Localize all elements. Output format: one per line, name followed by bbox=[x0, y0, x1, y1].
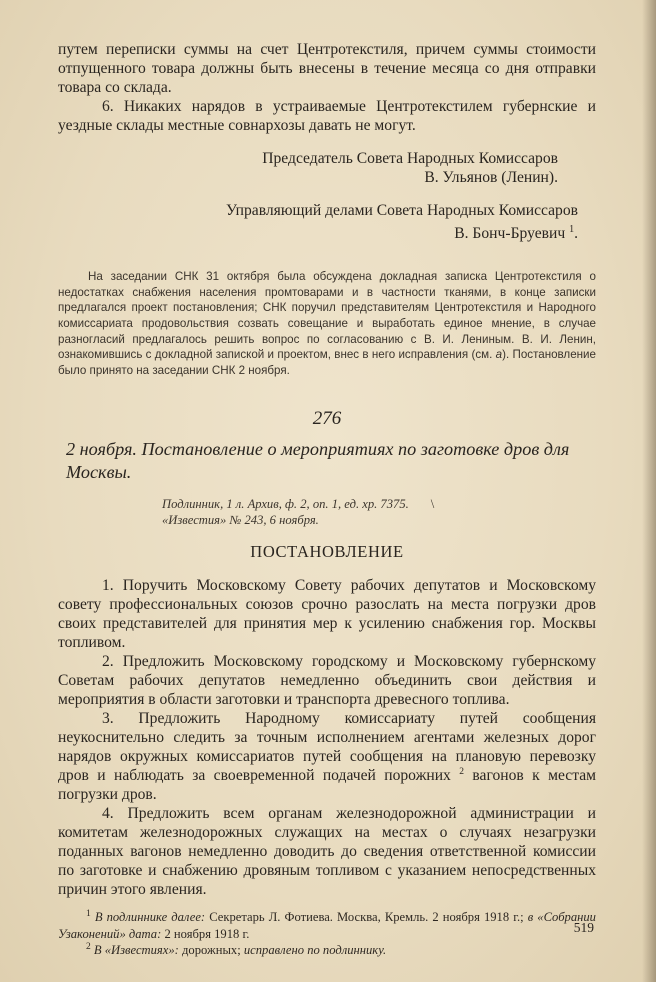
point-6: 6. Никаких нарядов в устраиваемые Центротекстилем губернские и уездные склады местные совнархозы давать не могут. bbox=[58, 98, 596, 134]
footnote-1 bbox=[58, 909, 596, 942]
book-spine-shadow bbox=[642, 0, 656, 982]
footnote-ref-1: 1 bbox=[569, 224, 575, 235]
item-3 bbox=[58, 709, 596, 804]
page-number: 519 bbox=[573, 920, 594, 935]
footnote-2-italic-a: В «Известиях»: bbox=[93, 943, 179, 958]
manager-name: В. Бонч-Бруевич bbox=[454, 225, 566, 243]
signature-manager bbox=[58, 201, 596, 243]
document-source bbox=[58, 496, 596, 528]
item-2: 2. Предложить Московскому городскому и Московскому губернскому Советам рабочих депутатов немедленно объединить свои действия и мероприятия в области заготовки и транспорта древесного топлива. bbox=[58, 653, 596, 709]
item-3-part-a: 3. Предложить Народному комиссариату путей сообщения неукоснительно следить за точным исполнением агентами железных дорог нарядов окружных комиссариатов путей сообщения на плановую перевозку дров и наблюдать за своевременной подачей порожних bbox=[58, 710, 596, 785]
section-heading: ПОСТАНОВЛЕНИЕ bbox=[250, 542, 404, 562]
editorial-note bbox=[58, 269, 596, 378]
footnote-ref-2: 2 bbox=[459, 767, 464, 778]
editorial-note-part-b: ). Постановление было принято на заседании СНК 2 ноября. bbox=[58, 348, 596, 377]
footnote-1-text-a: Секретарь Л. Фотиева. Москва, Кремль. 2 ноября 1918 г.; bbox=[209, 910, 524, 925]
source-line-2: «Известия» № 243, 6 ноября. bbox=[162, 513, 319, 528]
footnote-1-italic-a: В подлиннике далее: bbox=[94, 910, 206, 925]
previous-text-continuation: путем переписки суммы на счет Центротекстиля, причем суммы стоимости отпущенного товара должны быть внесены в течение месяца со дня отправки товара со склада. bbox=[58, 41, 596, 96]
footnote-2-number: 2 bbox=[86, 942, 91, 953]
footnotes bbox=[58, 909, 596, 959]
item-4: 4. Предложить всем органам железнодорожной администрации и комитетам железнодорожных служащих на местах о случаях незагрузки поданных вагонов немедленно доводить до сведения ответственной комиссии по заготовке и снабжению дровяным топливом с указанием непосредственных причин этого явления. bbox=[58, 805, 596, 899]
source-line-1-text: Подлинник, 1 л. Архив, ф. 2, оп. 1, ед. хр. 7375. bbox=[162, 497, 409, 512]
document-title: 2 ноября. Постановление о мероприятиях по заготовке дров для Москвы. bbox=[66, 439, 570, 483]
footnote-1-italic-b: в «Собрании Узаконений» дата: bbox=[58, 910, 596, 941]
footnote-2-italic-b: исправлено по подлиннику. bbox=[243, 943, 387, 958]
margin-mark: \ bbox=[430, 497, 435, 512]
footnote-1-text-b: 2 ноября 1918 г. bbox=[164, 926, 250, 941]
document-number: 276 bbox=[312, 408, 342, 430]
chairman-title: Председатель Совета Народных Комиссаров bbox=[262, 150, 558, 167]
source-line-1 bbox=[162, 496, 596, 512]
editorial-note-text bbox=[58, 269, 596, 378]
manager-end: . bbox=[574, 225, 578, 243]
footnote-1-number: 1 bbox=[86, 909, 91, 920]
chairman-name: В. Ульянов (Ленин). bbox=[424, 169, 558, 186]
manager-title: Управляющий делами Совета Народных Комиссаров bbox=[225, 202, 578, 219]
footnote-2 bbox=[58, 942, 596, 959]
editorial-note-part-a: На заседании СНК 31 октября была обсуждена докладная записка Центротекстиля о недостатках снабжения населения промтоварами и в частности тканями, в конце записки предлагался проект постановления; СНК поручил представителям Центротекстиля и Народного комиссариата продовольствия созвать совещание и выработать единое мнение, в случае разногласий предлагалось решить вопрос по согласованию с В. И. Лениным. В. И. Ленин, ознакомившись с докладной запиской и проектом, внес в него исправления (см. bbox=[58, 270, 596, 362]
manager-line bbox=[58, 220, 578, 243]
editorial-note-ref: а bbox=[495, 348, 503, 362]
footnote-2-text: дорожных; bbox=[182, 943, 241, 958]
item-3-part-b: вагонов к местам погрузки дров. bbox=[58, 767, 597, 804]
item-1: 1. Поручить Московскому Совету рабочих депутатов и Московскому совету профессиональных союзов срочно разослать на места погрузки дров своих представителей для принятия мер к усилению снабжения гор. Москвы топливом. bbox=[58, 577, 596, 652]
signature-chairman bbox=[58, 149, 596, 187]
